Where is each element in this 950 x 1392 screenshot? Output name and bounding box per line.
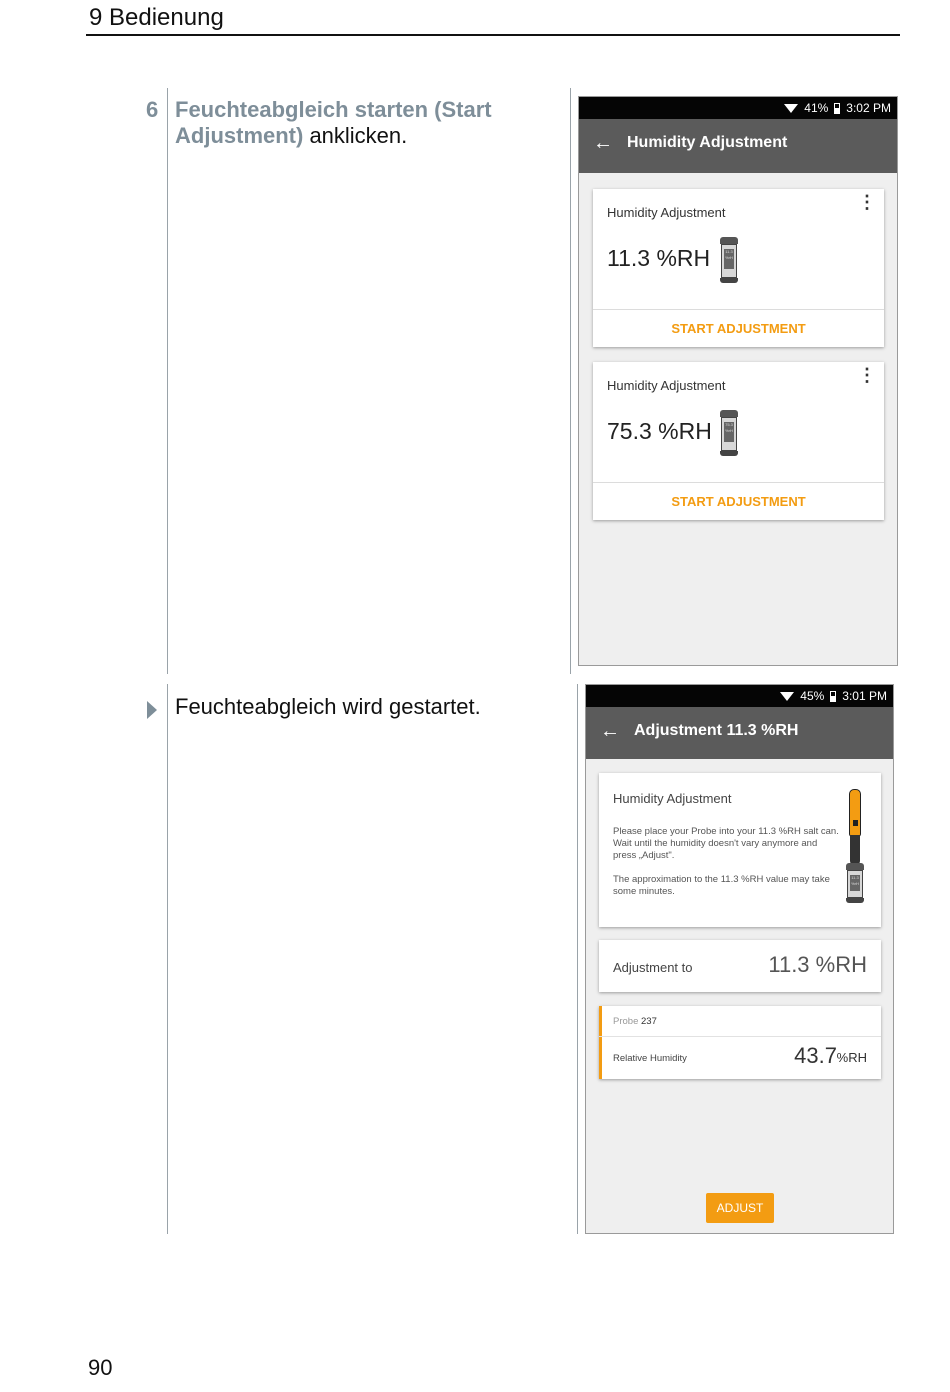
instruction-title: Humidity Adjustment [613,791,732,806]
step-number: 6 [146,97,159,122]
salt-can-icon: 75.3 %rH [720,410,738,456]
back-arrow-icon[interactable]: ← [600,720,620,742]
step-guide-line [167,88,168,674]
adjustment-target-card [599,940,881,992]
probe-name: Probe 237 [613,1016,657,1027]
relative-humidity-unit: %RH [836,1050,867,1065]
clock: 3:01 PM [842,689,887,703]
wifi-icon [784,104,798,113]
probe-icon [849,789,861,837]
card-label: Humidity Adjustment [607,205,726,220]
instruction-note: The approximation to the 11.3 %RH value may take some minutes. [613,874,830,897]
app-bar [579,119,897,173]
status-bar [586,685,893,707]
relative-humidity-value: 43.7 [794,1043,837,1068]
start-adjustment-button[interactable]: START ADJUSTMENT [671,494,806,509]
screen-guide-line [570,88,571,674]
battery-icon [830,691,836,702]
battery-percent: 41% [804,101,829,115]
adjustment-target-label: Adjustment to [613,960,693,975]
adjustment-card-11 [593,189,884,347]
header-rule [86,34,900,36]
phone-screen-humidity-adjustment [578,96,898,666]
screen-title: Humidity Adjustment [627,134,788,151]
card-divider [593,309,884,310]
instruction-text: Please place your Probe into your 11.3 %RH salt can. Wait until the humidity doesn't vary anymore and press „Adjust". [613,826,839,861]
result-guide-line [167,684,168,1234]
status-bar [579,97,897,119]
result-screen-guide-line [577,684,578,1234]
probe-reading-card [599,1006,881,1079]
adjustment-card-75 [593,362,884,520]
back-arrow-icon[interactable]: ← [593,132,613,154]
screen-title: Adjustment 11.3 %RH [634,722,799,739]
salt-can-icon: 11.3 %rH [846,863,864,903]
app-bar [586,707,893,759]
battery-icon [834,103,840,114]
card-value: 75.3 %RH [607,418,712,444]
salt-can-icon: 11.3 %rH [720,237,738,283]
chapter-title: 9 Bedienung [89,4,224,31]
card-divider [593,482,884,483]
row-divider [599,1036,881,1037]
result-arrow-icon [147,701,157,719]
card-value: 11.3 %RH [607,245,711,271]
result-text: Feuchteabgleich wird gestartet. [175,694,481,719]
adjust-button[interactable]: ADJUST [706,1193,774,1223]
probe-tip-icon [850,835,860,865]
relative-humidity-label: Relative Humidity [613,1053,687,1064]
step-highlight: Feuchteabgleich starten (Start Adjustment) [175,97,492,148]
wifi-icon [780,692,794,701]
more-options-icon[interactable]: ⋮ [858,365,876,385]
page-number: 90 [88,1355,113,1380]
card-label: Humidity Adjustment [607,378,726,393]
battery-percent: 45% [800,689,825,703]
step-instruction [175,97,555,149]
phone-screen-adjustment-progress [585,684,894,1234]
more-options-icon[interactable]: ⋮ [858,192,876,212]
instruction-card [599,773,881,927]
step-tail: anklicken. [303,123,408,148]
adjustment-target-value: 11.3 %RH [768,952,867,977]
probe-accent-bar [599,1006,602,1079]
start-adjustment-button[interactable]: START ADJUSTMENT [671,321,806,336]
clock: 3:02 PM [846,101,891,115]
